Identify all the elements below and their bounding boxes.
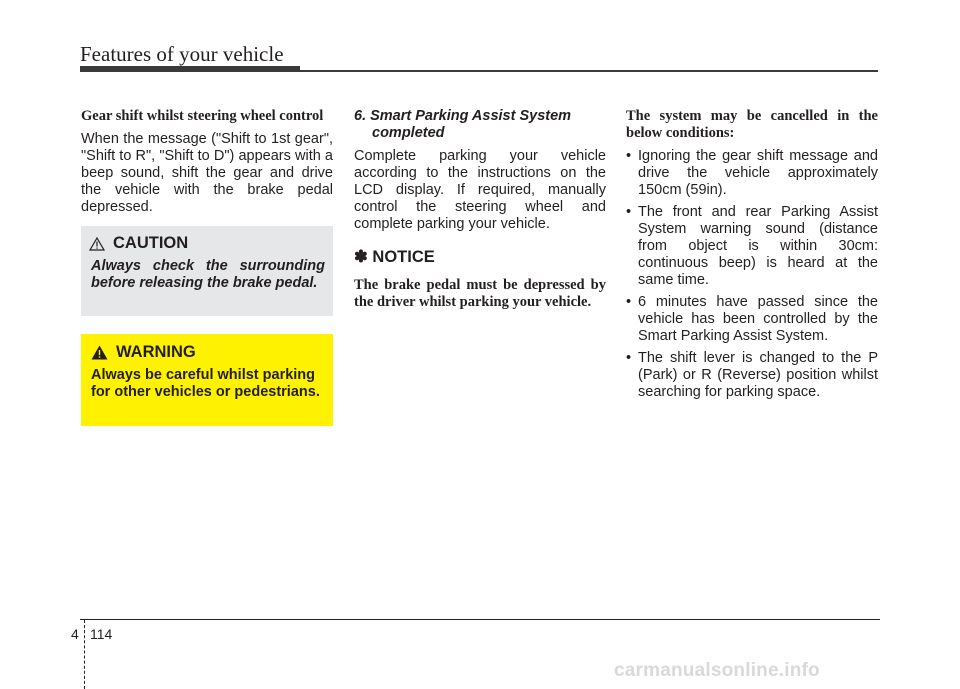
warning-header bbox=[91, 343, 196, 362]
watermark: carmanualsonline.info bbox=[614, 660, 820, 681]
header-rule-thin bbox=[300, 70, 878, 72]
caution-title: CAUTION bbox=[113, 234, 189, 252]
warning-text: Always be careful whilst parking for other vehicles or pedestrians. bbox=[91, 367, 320, 400]
caution-text: Always check the surrounding before releasing the brake pedal. bbox=[91, 258, 325, 291]
list-item: • The front and rear Parking Assist System warning sound (distance from object is within 30cm: continuous beep) is heard at the same time. bbox=[626, 204, 878, 289]
cancel-conditions-intro: The system may be cancelled in the below conditions: bbox=[626, 108, 878, 141]
section-heading bbox=[354, 108, 606, 142]
caution-triangle-icon bbox=[89, 237, 105, 251]
footer-rule bbox=[80, 619, 880, 620]
gear-shift-heading: Gear shift whilst steering wheel control bbox=[81, 108, 324, 124]
cancel-conditions-list bbox=[626, 148, 878, 401]
list-item: • Ignoring the gear shift message and drive the vehicle approximately 150cm (59in). bbox=[626, 148, 878, 199]
warning-box bbox=[81, 334, 333, 426]
gear-shift-paragraph: When the message ("Shift to 1st gear", "Shift to R", "Shift to D") appears with a beep sound, shift the gear and drive the vehicle with the brake pedal depressed. bbox=[81, 131, 333, 215]
section-heading-line2: completed bbox=[372, 125, 445, 141]
list-item: • 6 minutes have passed since the vehicle has been controlled by the Smart Parking Assist System. bbox=[626, 294, 878, 345]
section-heading-line1: 6. Smart Parking Assist System bbox=[354, 108, 572, 124]
list-item: • The shift lever is changed to the P (Park) or R (Reverse) position whilst searching for parking space. bbox=[626, 350, 878, 401]
page-header-title: Features of your vehicle bbox=[80, 42, 284, 66]
chapter-number: 4 bbox=[71, 626, 79, 642]
column-2 bbox=[354, 108, 606, 311]
caution-box bbox=[81, 226, 333, 316]
complete-parking-paragraph: Complete parking your vehicle according to the instructions on the LCD display. If required, manually control the steering wheel and complete parking your vehicle. bbox=[354, 148, 606, 232]
notice-title: ✽ NOTICE bbox=[354, 248, 435, 266]
page-number: 114 bbox=[90, 626, 113, 642]
column-1 bbox=[81, 108, 333, 216]
column-3 bbox=[626, 108, 878, 406]
warning-triangle-icon bbox=[91, 345, 108, 360]
warning-title: WARNING bbox=[116, 343, 196, 361]
footer-divider bbox=[84, 620, 85, 689]
header-rule-thick bbox=[80, 66, 300, 72]
caution-header bbox=[89, 234, 188, 253]
notice-text: The brake pedal must be depressed by the driver whilst parking your vehicle. bbox=[354, 277, 606, 310]
